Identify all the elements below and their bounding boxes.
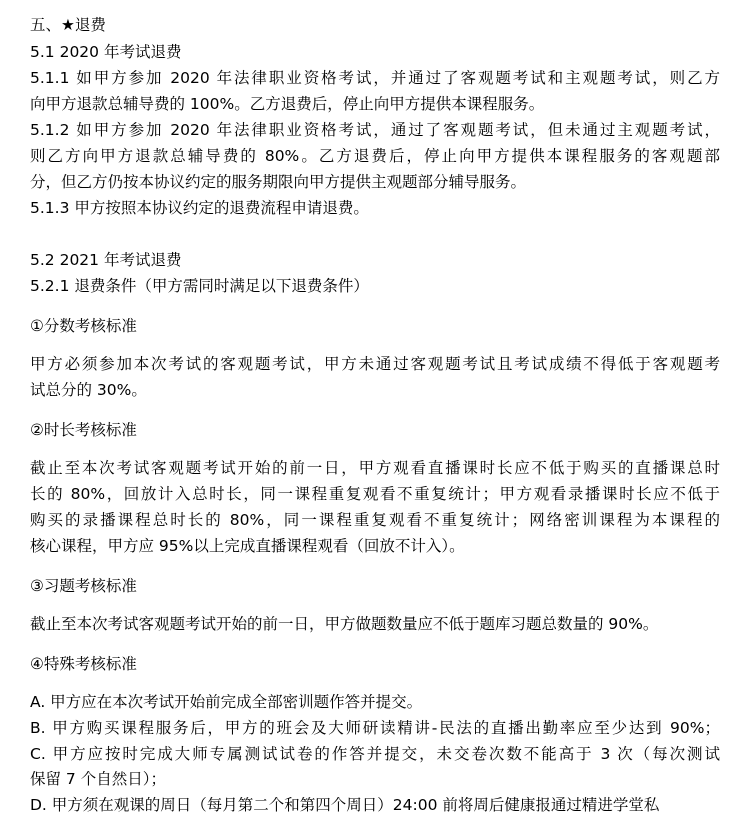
subsection-heading-5-1: 5.1 2020 年考试退费 bbox=[30, 43, 182, 61]
criterion-4-item-c-line-1: C. 甲方应按时完成大师专属测试试卷的作答并提交，未交卷次数不能高于 3 次（每次测试 bbox=[30, 745, 720, 763]
clause-5-1-3: 5.1.3 甲方按照本协议约定的退费流程申请退费。 bbox=[30, 199, 369, 217]
clause-5-2-1: 5.2.1 退费条件（甲方需同时满足以下退费条件） bbox=[30, 277, 369, 295]
criterion-2-body-line-1: 截止至本次考试客观题考试开始的前一日，甲方观看直播课时长应不低于购买的直播课总时 bbox=[30, 459, 720, 477]
clause-5-1-2-line-2: 则乙方向甲方退款总辅导费的 80%。乙方退费后，停止向甲方提供本课程服务的客观题部 bbox=[30, 147, 720, 165]
criterion-4-item-c-line-2: 保留 7 个自然日）； bbox=[30, 770, 166, 788]
clause-5-1-2-line-1: 5.1.2 如甲方参加 2020 年法律职业资格考试，通过了客观题考试，但未通过主观题考试， bbox=[30, 121, 720, 139]
criterion-1-body-line-1: 甲方必须参加本次考试的客观题考试，甲方未通过客观题考试且考试成绩不得低于客观题考 bbox=[30, 355, 720, 373]
criterion-3-title: ③习题考核标准 bbox=[30, 577, 137, 595]
clause-5-1-1-line-2: 向甲方退款总辅导费的 100%。乙方退费后，停止向甲方提供本课程服务。 bbox=[30, 95, 545, 113]
criterion-1-title: ①分数考核标准 bbox=[30, 317, 137, 335]
subsection-heading-5-2: 5.2 2021 年考试退费 bbox=[30, 251, 182, 269]
criterion-1-body-line-2: 试总分的 30%。 bbox=[30, 381, 147, 399]
criterion-4-title: ④特殊考核标准 bbox=[30, 655, 137, 673]
clause-5-1-2-line-3: 分，但乙方仍按本协议约定的服务期限向甲方提供主观题部分辅导服务。 bbox=[30, 173, 527, 191]
clause-5-1-1-line-1: 5.1.1 如甲方参加 2020 年法律职业资格考试，并通过了客观题考试和主观题考试，则乙方 bbox=[30, 69, 720, 87]
criterion-2-body-line-2: 长的 80%，回放计入总时长，同一课程重复观看不重复统计；甲方观看录播课时长应不低于 bbox=[30, 485, 720, 503]
criterion-4-item-d-line-1: D. 甲方须在观课的周日（每月第二个和第四个周日）24:00 前将周后健康报通过精进学堂私 bbox=[30, 796, 660, 814]
criterion-3-body: 截止至本次考试客观题考试开始的前一日，甲方做题数量应不低于题库习题总数量的 90%。 bbox=[30, 615, 659, 633]
criterion-2-title: ②时长考核标准 bbox=[30, 421, 137, 439]
criterion-4-item-b: B. 甲方购买课程服务后，甲方的班会及大师研读精讲-民法的直播出勤率应至少达到 90%； bbox=[30, 719, 720, 737]
criterion-2-body-line-3: 购买的录播课程总时长的 80%，同一课程重复观看不重复统计；网络密训课程为本课程的 bbox=[30, 511, 720, 529]
criterion-4-item-a: A. 甲方应在本次考试开始前完成全部密训题作答并提交。 bbox=[30, 693, 423, 711]
criterion-2-body-line-4: 核心课程，甲方应 95%以上完成直播课程观看（回放不计入）。 bbox=[30, 537, 465, 555]
section-heading: 五、★退费 bbox=[30, 16, 106, 34]
